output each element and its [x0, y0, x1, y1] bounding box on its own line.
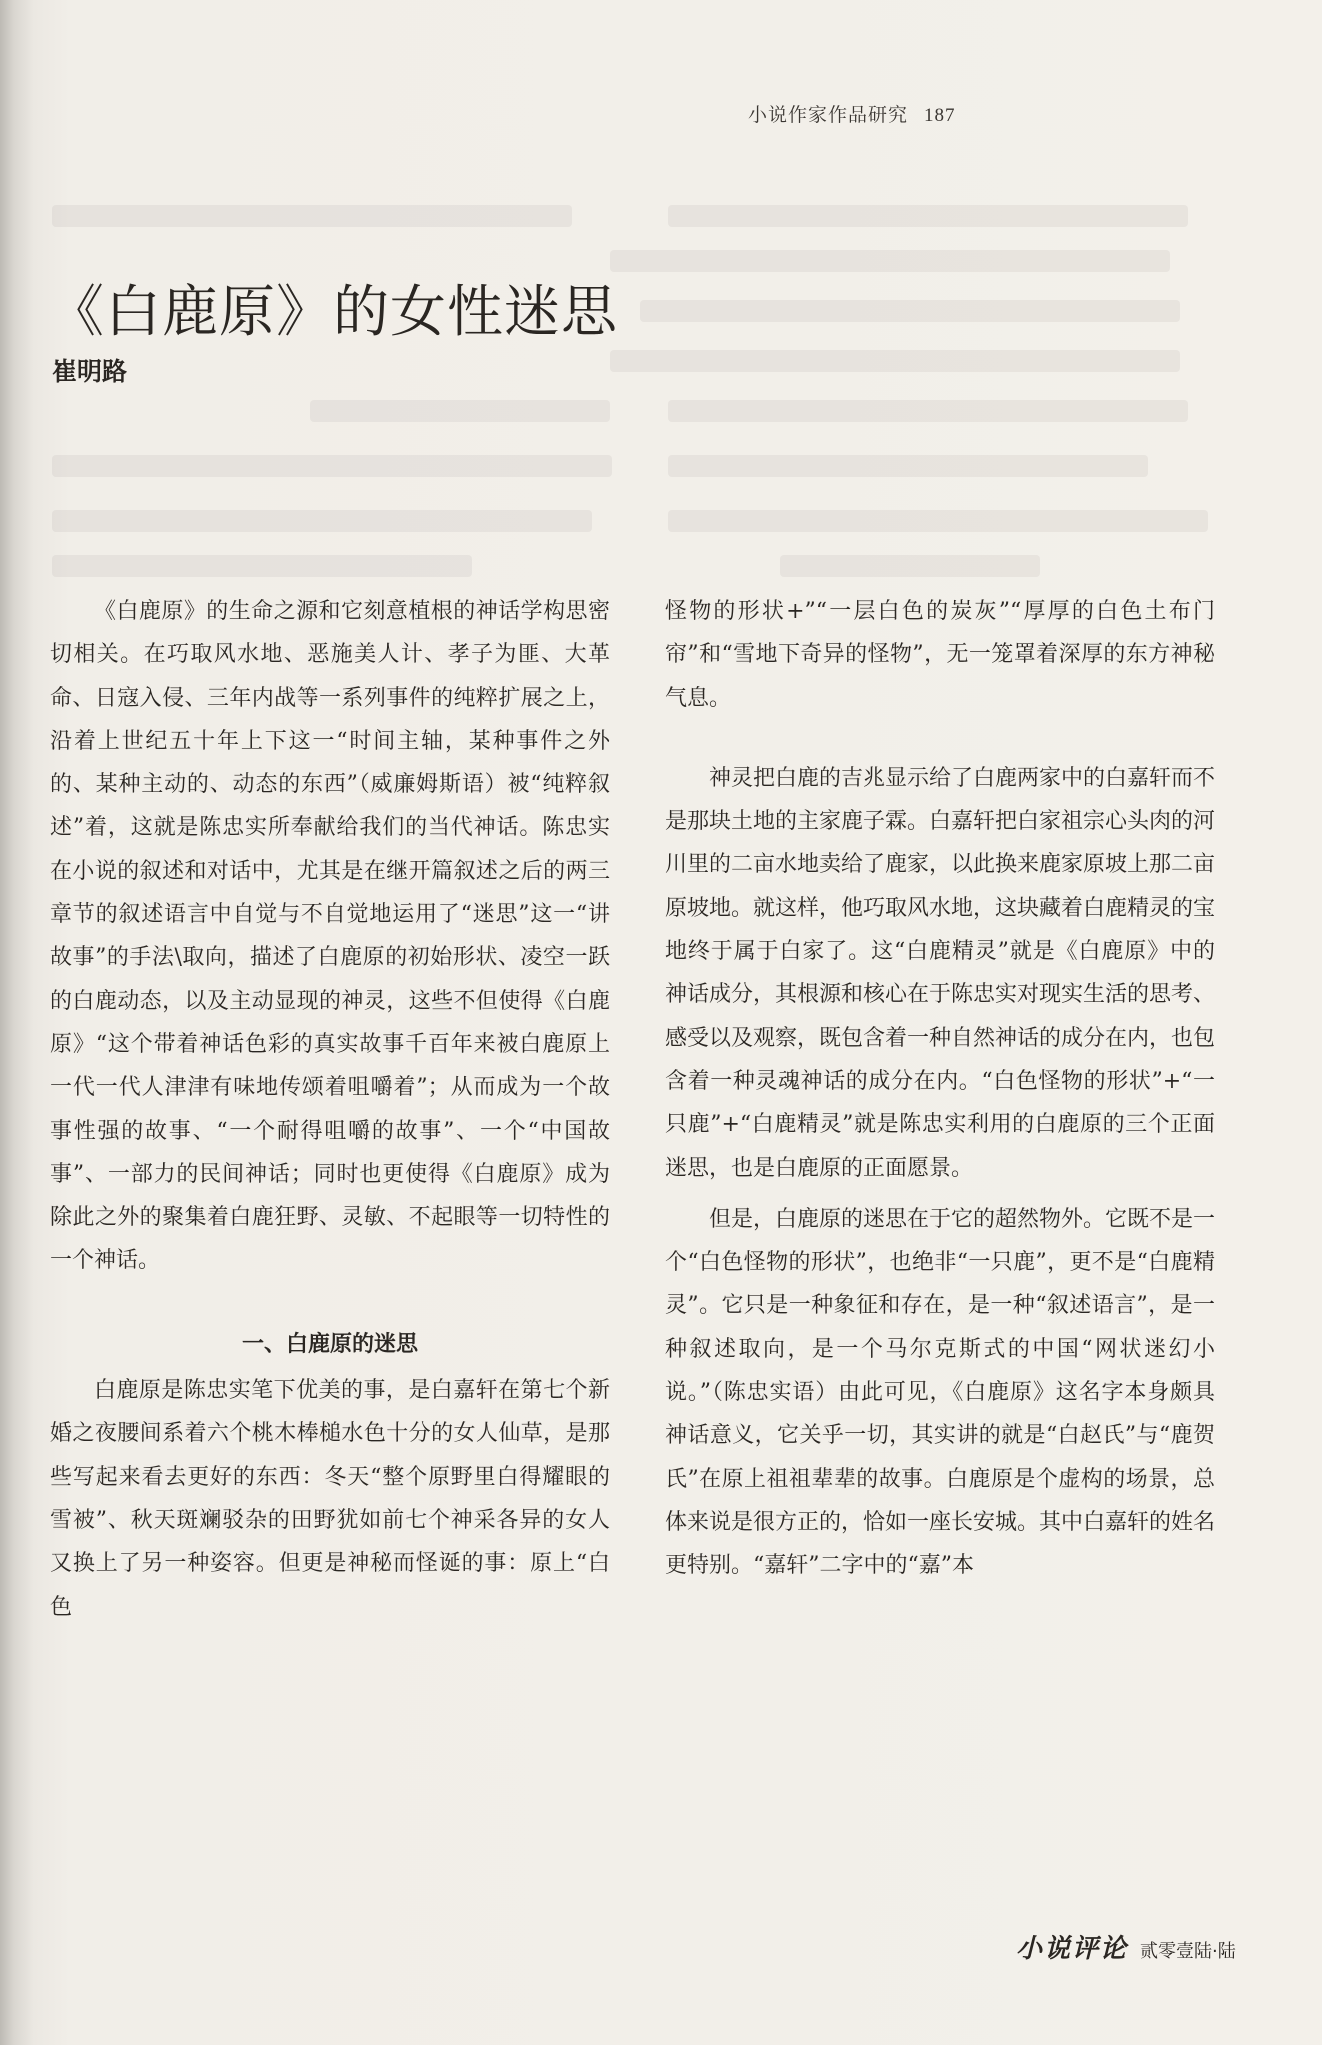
paragraph-continued: 怪物的形状+”“一层白色的炭灰”“厚厚的白色土布门帘”和“雪地下奇异的怪物”，无一笼罩着深厚的东方神秘气息。	[665, 599, 1215, 711]
paragraph: 《白鹿原》的生命之源和它刻意植根的神话学构思密切相关。在巧取风水地、恶施美人计、孝子为匪、大革命、日寇入侵、三年内战等一系列事件的纯粹扩展之上，沿着上世纪五十年上下这一“时间主轴，某种事件之外的、某种主动的、动态的东西”（威廉姆斯语）被“纯粹叙述”着，这就是陈忠实所奉献给我们的当代神话。陈忠实在小说的叙述和对话中，尤其是在继开篇叙述之后的两三章节的叙述语言中自觉与不自觉地运用了“迷思”这一“讲故事”的手法\取向，描述了白鹿原的初始形状、凌空一跃的白鹿动态，以及主动显现的神灵，这些不但使得《白鹿原》“这个带着神话色彩的真实故事千百年来被白鹿原上一代一代人津津有味地传颂着咀嚼着”；从而成为一个故事性强的故事、“一个耐得咀嚼的故事”、一个“中国故事”、一部力的民间神话；同时也更使得《白鹿原》成为除此之外的聚集着白鹿狂野、灵敏、不起眼等一切特性的一个神话。	[50, 599, 610, 1274]
author-name: 崔明路	[52, 357, 128, 386]
paragraph: 神灵把白鹿的吉兆显示给了白鹿两家中的白嘉轩而不是那块土地的主家鹿子霖。白嘉轩把白家祖宗心头肉的河川里的二亩水地卖给了鹿家，以此换来鹿家原坡上那二亩原坡地。就这样，他巧取风水地，这块藏着白鹿精灵的宝地终于属于白家了。这“白鹿精灵”就是《白鹿原》中的神话成分，其根源和核心在于陈忠实对现实生活的思考、感受以及观察，既包含着一种自然神话的成分在内，也包含着一种灵魂神话的成分在内。“白色怪物的形状”+“一只鹿”+“白鹿精灵”就是陈忠实利用的白鹿原的三个正面迷思，也是白鹿原的正面愿景。	[665, 765, 1216, 1181]
paragraph: 白鹿原是陈忠实笔下优美的事，是白嘉轩在第七个新婚之夜腰间系着六个桃木棒槌水色十分的女人仙草，是那些写起来看去更好的东西：冬天“整个原野里白得耀眼的雪被”、秋天斑斓驳杂的田野犹如前七个神采各异的女人又换上了另一种姿容。但更是神秘而怪诞的事：原上“白色	[50, 1378, 610, 1620]
running-head	[748, 100, 956, 127]
journal-logo: 小说评论	[1016, 1934, 1129, 1964]
article-title: 《白鹿原》的女性迷思	[48, 280, 618, 345]
left-column	[50, 590, 610, 1629]
paragraph: 但是，白鹿原的迷思在于它的超然物外。它既不是一个“白色怪物的形状”，也绝非“一只鹿”，更不是“白鹿精灵”。它只是一种象征和存在，是一种“叙述语言”，是一种叙述取向，是一个马尔克斯式的中国“网状迷幻小说。”（陈忠实语）由此可见，《白鹿原》这名字本身颇具神话意义，它关乎一切，其实讲的就是“白赵氏”与“鹿贺氏”在原上祖祖辈辈的故事。白鹿原是个虚构的场景，总体来说是很方正的，恰如一座长安城。其中白嘉轩的姓名更特别。“嘉轩”二字中的“嘉”本	[665, 1206, 1216, 1579]
issue-number: 贰零壹陆·陆	[1140, 1941, 1236, 1962]
right-column	[665, 590, 1215, 1588]
page-number: 187	[924, 105, 956, 126]
section-heading: 一、白鹿原的迷思	[241, 1331, 418, 1357]
section-name: 小说作家作品研究	[748, 104, 909, 126]
page-footer	[1016, 1928, 1236, 1965]
